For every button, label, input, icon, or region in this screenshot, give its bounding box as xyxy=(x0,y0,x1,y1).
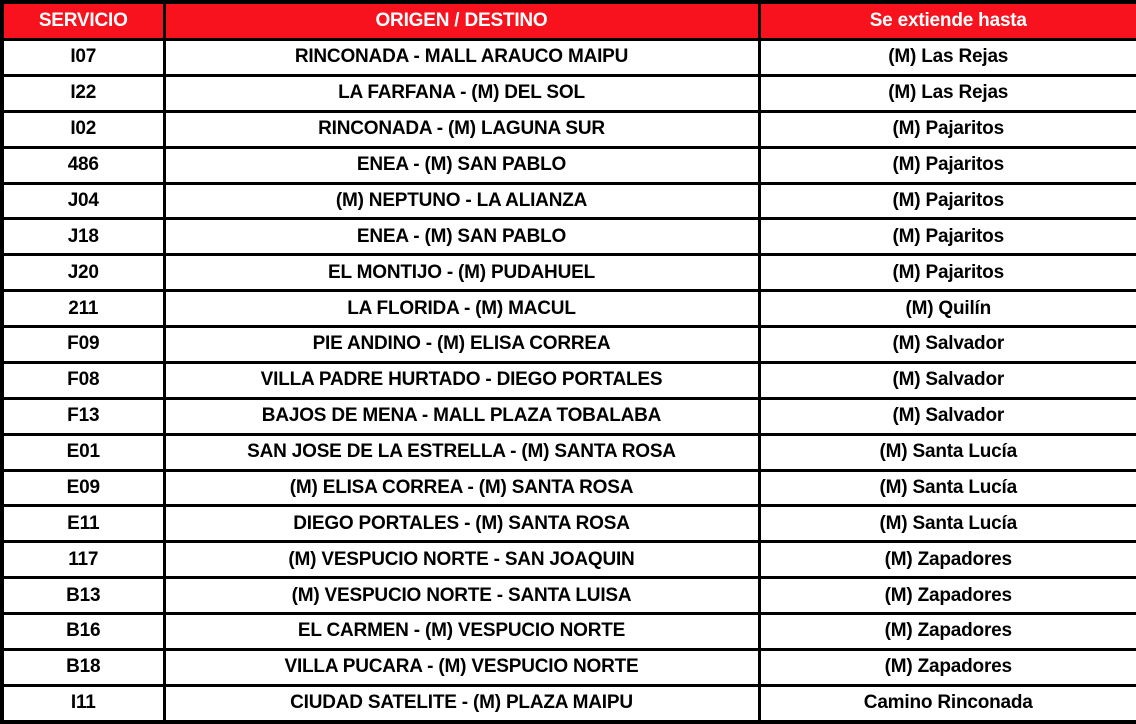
cell-servicio: J20 xyxy=(2,255,164,291)
table-row xyxy=(2,111,1136,147)
cell-se-extiende-hasta: (M) Zapadores xyxy=(759,649,1136,685)
cell-se-extiende-hasta: (M) Quilín xyxy=(759,291,1136,327)
cell-origen-destino: SAN JOSE DE LA ESTRELLA - (M) SANTA ROSA xyxy=(164,434,759,470)
table-row xyxy=(2,542,1136,578)
cell-servicio: B13 xyxy=(2,578,164,614)
cell-origen-destino: LA FARFANA - (M) DEL SOL xyxy=(164,75,759,111)
cell-origen-destino: DIEGO PORTALES - (M) SANTA ROSA xyxy=(164,506,759,542)
cell-origen-destino: VILLA PADRE HURTADO - DIEGO PORTALES xyxy=(164,362,759,398)
cell-servicio: E09 xyxy=(2,470,164,506)
cell-servicio: 486 xyxy=(2,147,164,183)
table-row xyxy=(2,75,1136,111)
table-row xyxy=(2,578,1136,614)
header-origen-destino: ORIGEN / DESTINO xyxy=(164,2,759,40)
cell-origen-destino: RINCONADA - MALL ARAUCO MAIPU xyxy=(164,40,759,76)
cell-servicio: I11 xyxy=(2,685,164,722)
cell-servicio: F08 xyxy=(2,362,164,398)
cell-se-extiende-hasta: (M) Las Rejas xyxy=(759,40,1136,76)
cell-servicio: E11 xyxy=(2,506,164,542)
cell-servicio: I22 xyxy=(2,75,164,111)
cell-origen-destino: RINCONADA - (M) LAGUNA SUR xyxy=(164,111,759,147)
cell-origen-destino: EL MONTIJO - (M) PUDAHUEL xyxy=(164,255,759,291)
cell-se-extiende-hasta: (M) Santa Lucía xyxy=(759,434,1136,470)
table-row xyxy=(2,219,1136,255)
cell-se-extiende-hasta: (M) Salvador xyxy=(759,327,1136,363)
cell-se-extiende-hasta: (M) Zapadores xyxy=(759,542,1136,578)
cell-se-extiende-hasta: (M) Santa Lucía xyxy=(759,506,1136,542)
cell-servicio: 211 xyxy=(2,291,164,327)
cell-origen-destino: BAJOS DE MENA - MALL PLAZA TOBALABA xyxy=(164,398,759,434)
table-row xyxy=(2,506,1136,542)
table-row xyxy=(2,434,1136,470)
table-row xyxy=(2,327,1136,363)
cell-se-extiende-hasta: (M) Santa Lucía xyxy=(759,470,1136,506)
cell-origen-destino: (M) ELISA CORREA - (M) SANTA ROSA xyxy=(164,470,759,506)
cell-se-extiende-hasta: (M) Pajaritos xyxy=(759,111,1136,147)
cell-servicio: I02 xyxy=(2,111,164,147)
cell-se-extiende-hasta: (M) Pajaritos xyxy=(759,147,1136,183)
cell-origen-destino: (M) VESPUCIO NORTE - SANTA LUISA xyxy=(164,578,759,614)
cell-origen-destino: CIUDAD SATELITE - (M) PLAZA MAIPU xyxy=(164,685,759,722)
table-row xyxy=(2,685,1136,722)
table-row xyxy=(2,147,1136,183)
cell-servicio: F13 xyxy=(2,398,164,434)
cell-origen-destino: ENEA - (M) SAN PABLO xyxy=(164,219,759,255)
table-row xyxy=(2,362,1136,398)
table-row xyxy=(2,398,1136,434)
cell-servicio: I07 xyxy=(2,40,164,76)
cell-servicio: J04 xyxy=(2,183,164,219)
cell-se-extiende-hasta: (M) Salvador xyxy=(759,398,1136,434)
header-row xyxy=(2,2,1136,40)
cell-se-extiende-hasta: (M) Zapadores xyxy=(759,578,1136,614)
cell-servicio: B18 xyxy=(2,649,164,685)
cell-servicio: E01 xyxy=(2,434,164,470)
cell-origen-destino: (M) VESPUCIO NORTE - SAN JOAQUIN xyxy=(164,542,759,578)
table-row xyxy=(2,614,1136,650)
cell-se-extiende-hasta: (M) Pajaritos xyxy=(759,219,1136,255)
cell-origen-destino: ENEA - (M) SAN PABLO xyxy=(164,147,759,183)
cell-servicio: F09 xyxy=(2,327,164,363)
header-servicio: SERVICIO xyxy=(2,2,164,40)
table-row xyxy=(2,255,1136,291)
cell-se-extiende-hasta: (M) Zapadores xyxy=(759,614,1136,650)
header-se-extiende-hasta: Se extiende hasta xyxy=(759,2,1136,40)
cell-servicio: B16 xyxy=(2,614,164,650)
table-row xyxy=(2,291,1136,327)
cell-se-extiende-hasta: (M) Pajaritos xyxy=(759,255,1136,291)
cell-origen-destino: PIE ANDINO - (M) ELISA CORREA xyxy=(164,327,759,363)
table-row xyxy=(2,183,1136,219)
cell-se-extiende-hasta: (M) Pajaritos xyxy=(759,183,1136,219)
cell-se-extiende-hasta: (M) Las Rejas xyxy=(759,75,1136,111)
table-body xyxy=(2,40,1136,723)
cell-se-extiende-hasta: Camino Rinconada xyxy=(759,685,1136,722)
cell-se-extiende-hasta: (M) Salvador xyxy=(759,362,1136,398)
cell-origen-destino: EL CARMEN - (M) VESPUCIO NORTE xyxy=(164,614,759,650)
table-row xyxy=(2,649,1136,685)
cell-origen-destino: (M) NEPTUNO - LA ALIANZA xyxy=(164,183,759,219)
cell-servicio: 117 xyxy=(2,542,164,578)
cell-origen-destino: VILLA PUCARA - (M) VESPUCIO NORTE xyxy=(164,649,759,685)
table-row xyxy=(2,470,1136,506)
cell-servicio: J18 xyxy=(2,219,164,255)
table-row xyxy=(2,40,1136,76)
cell-origen-destino: LA FLORIDA - (M) MACUL xyxy=(164,291,759,327)
